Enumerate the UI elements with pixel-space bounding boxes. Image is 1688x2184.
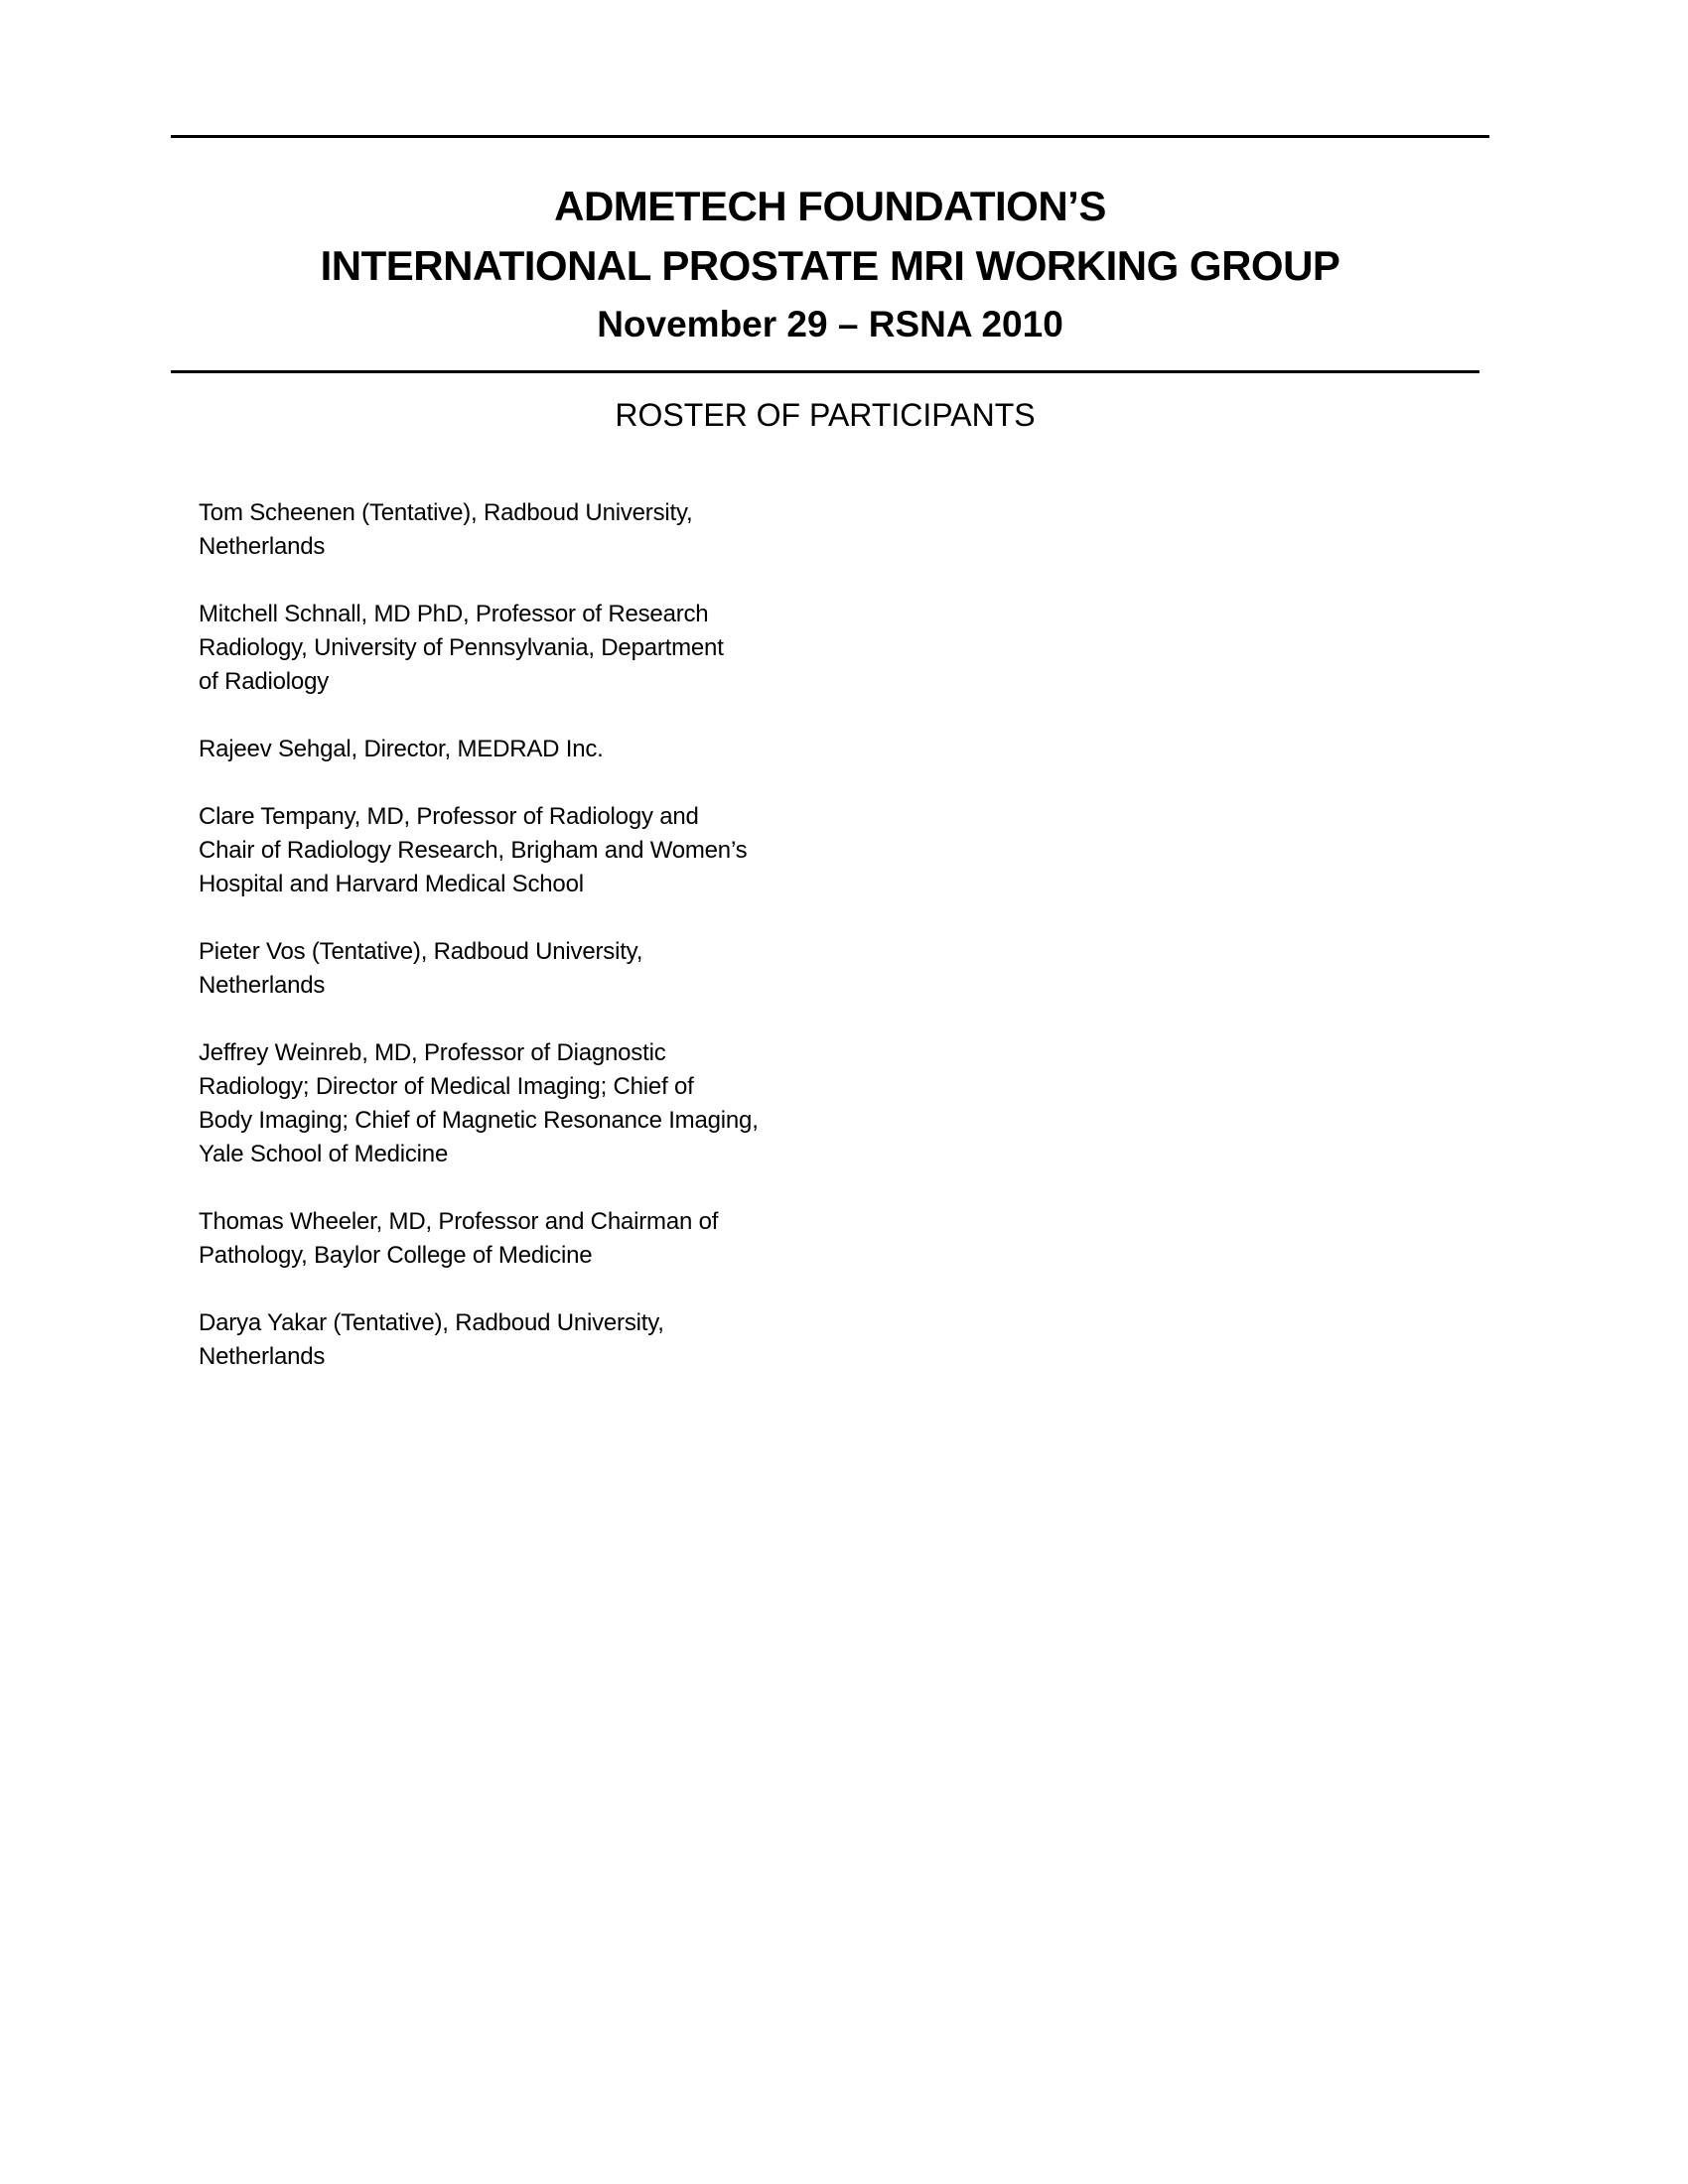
participant-line: Rajeev Sehgal, Director, MEDRAD Inc. [199,736,604,762]
participant-entry [199,1306,814,1374]
participant-entry [199,496,814,564]
participant-line: Netherlands [199,533,326,560]
participant-line: Thomas Wheeler, MD, Professor and Chairman of [199,1208,719,1235]
top-divider [171,135,1489,138]
participant-line: Clare Tempany, MD, Professor of Radiology and [199,803,699,830]
participant-entry [199,733,814,766]
participant-roster [199,496,814,1408]
participant-line: Chair of Radiology Research, Brigham and Women’s [199,837,748,864]
participant-line: Netherlands [199,1343,326,1370]
participant-line: Radiology; Director of Medical Imaging; Chief of [199,1073,694,1100]
participant-line: Yale School of Medicine [199,1141,449,1167]
participant-line: Darya Yakar (Tentative), Radboud University, [199,1309,664,1336]
title-line-1: ADMETECH FOUNDATION’S [554,183,1106,229]
participant-line: of Radiology [199,668,330,695]
document-header [171,177,1489,353]
participant-line: Netherlands [199,972,326,999]
participant-line: Radiology, University of Pennsylvania, Department [199,634,724,661]
participant-line: Tom Scheenen (Tentative), Radboud University, [199,499,693,526]
participant-entry [199,935,814,1003]
section-heading: ROSTER OF PARTICIPANTS [615,397,1036,433]
participant-entry [199,800,814,901]
participant-line: Body Imaging; Chief of Magnetic Resonance Imaging, [199,1107,759,1134]
bottom-divider [171,370,1479,373]
participant-line: Jeffrey Weinreb, MD, Professor of Diagnostic [199,1039,666,1066]
participant-line: Mitchell Schnall, MD PhD, Professor of Research [199,601,709,627]
participant-line: Pieter Vos (Tentative), Radboud University, [199,938,643,965]
participant-entry [199,598,814,699]
participant-line: Pathology, Baylor College of Medicine [199,1242,593,1269]
participant-entry [199,1036,814,1171]
participant-entry [199,1205,814,1273]
title-line-2: INTERNATIONAL PROSTATE MRI WORKING GROUP [320,242,1340,289]
event-subtitle: November 29 – RSNA 2010 [597,304,1063,344]
participant-line: Hospital and Harvard Medical School [199,871,584,897]
